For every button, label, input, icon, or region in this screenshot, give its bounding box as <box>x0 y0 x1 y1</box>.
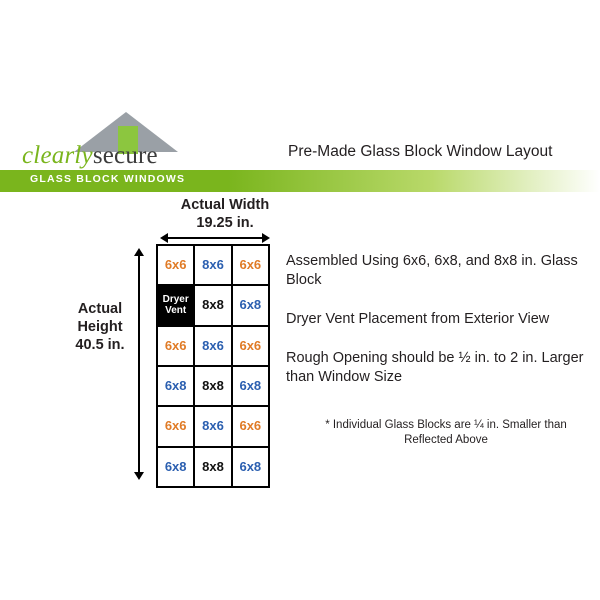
grid-cell-label: 8x6 <box>202 257 224 273</box>
brand-tagline: GLASS BLOCK WINDOWS <box>30 173 186 185</box>
grid-cell-label: 6x6 <box>164 257 187 273</box>
grid-cell <box>195 407 230 445</box>
grid-cell-label: 8x6 <box>202 337 224 353</box>
grid-cell-dryer-vent <box>158 286 193 324</box>
note-item: Rough Opening should be ½ in. to 2 in. Larger than Window Size <box>286 350 584 385</box>
grid-cell-label: 8x6 <box>202 418 224 434</box>
grid-cell <box>158 407 193 445</box>
glass-block-grid <box>156 244 270 488</box>
actual-width-label <box>140 196 310 232</box>
notes-list <box>286 252 586 407</box>
grid-cell <box>195 327 230 365</box>
grid-cell-label: 6x6 <box>239 418 262 434</box>
grid-cell <box>158 246 193 284</box>
grid-cell-label: 6x8 <box>239 297 262 313</box>
width-dimension-arrow <box>160 233 270 243</box>
brand-name <box>22 142 202 170</box>
grid-cell-label: 6x6 <box>164 337 187 353</box>
grid-cell-label: 6x6 <box>239 257 262 273</box>
grid-cell <box>158 367 193 405</box>
arrow-line <box>166 237 264 239</box>
note-item: Dryer Vent Placement from Exterior View <box>286 311 550 327</box>
dryer-vent-label-line1: Dryer <box>162 294 189 306</box>
grid-cell-label: 8x8 <box>202 458 224 474</box>
grid-cell <box>233 448 268 486</box>
grid-cell <box>233 246 268 284</box>
grid-cell-label: 8x8 <box>202 297 224 313</box>
grid-cell-label: 6x6 <box>164 418 187 434</box>
actual-height-value: 40.5 in. <box>75 337 125 353</box>
grid-cell <box>195 286 230 324</box>
actual-width-label-line1: Actual Width <box>180 197 270 213</box>
footnote: * Individual Glass Blocks are ¼ in. Smaller than Reflected Above <box>325 419 567 446</box>
grid-cell <box>195 246 230 284</box>
grid-cell-label: 6x8 <box>164 458 187 474</box>
note-item: Assembled Using 6x6, 6x8, and 8x8 in. Glass Block <box>286 253 578 288</box>
grid-cell <box>233 327 268 365</box>
grid-cell-label: 6x8 <box>164 378 187 394</box>
grid-cell <box>195 448 230 486</box>
grid-cell <box>233 286 268 324</box>
grid-cell-label: 6x6 <box>239 337 262 353</box>
grid-cell-label: 8x8 <box>202 378 224 394</box>
actual-height-label-line2: Height <box>77 319 123 335</box>
actual-width-value: 19.25 in. <box>196 215 254 231</box>
dryer-vent-label-line2: Vent <box>165 305 187 317</box>
page-title: Pre-Made Glass Block Window Layout <box>288 143 553 160</box>
height-dimension-arrow <box>134 248 144 480</box>
grid-cell <box>195 367 230 405</box>
grid-cell-label: 6x8 <box>239 458 262 474</box>
brand-name-part1: clearly <box>22 142 93 169</box>
grid-cell <box>233 407 268 445</box>
brand-name-part2: secure <box>92 142 158 169</box>
grid-cell <box>158 448 193 486</box>
arrow-right-tip-icon <box>262 233 270 243</box>
actual-height-label-line1: Actual <box>77 301 123 317</box>
arrow-line <box>138 254 140 474</box>
grid-cell-label: 6x8 <box>239 378 262 394</box>
grid-cell <box>158 327 193 365</box>
arrow-down-tip-icon <box>134 472 144 480</box>
grid-cell <box>233 367 268 405</box>
